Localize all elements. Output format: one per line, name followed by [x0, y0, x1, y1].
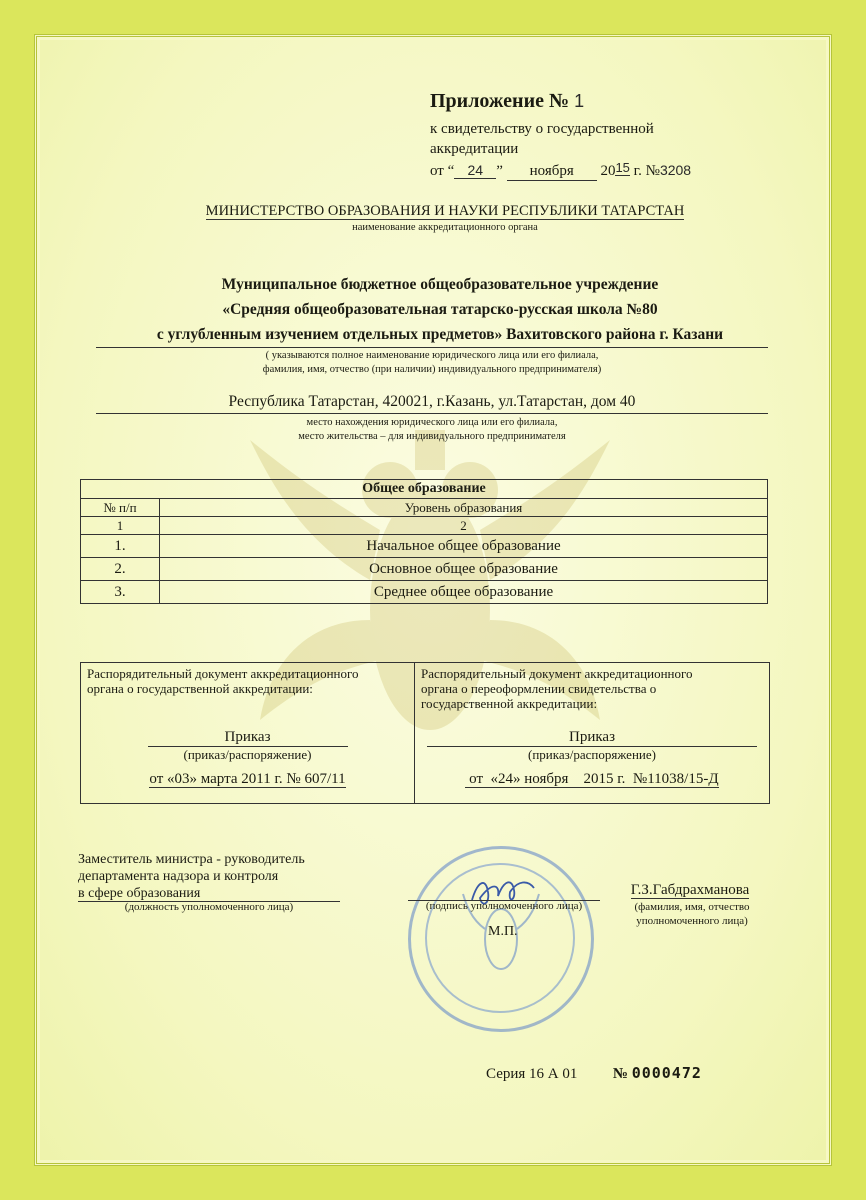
row-number: 2.	[81, 558, 160, 581]
organization-caption: ( указываются полное наименование юридического лица или его филиала, фамилия, имя, отчество (при наличии) индивидуального предпринимателя)	[262, 350, 602, 375]
serial-number: 0000472	[631, 1064, 702, 1082]
authority-caption: наименование аккредитационного органа	[352, 222, 538, 233]
left-doc-heading: Распорядительный документ аккредитационного органа о государственной аккредитации:	[87, 666, 359, 696]
serial-number-label: №	[612, 1066, 628, 1082]
organization-line-1: Муниципальное бюджетное общеобразовательное учреждение	[221, 276, 659, 293]
certificate-number: 3208	[659, 162, 692, 178]
left-doc-caption: (приказ/распоряжение)	[183, 747, 312, 762]
date-day: 24	[454, 162, 496, 179]
date-day-close: ”	[496, 163, 503, 179]
education-table	[80, 479, 768, 604]
date-from-prefix: от “	[430, 163, 455, 179]
name-caption: (фамилия, имя, отчество уполномоченного лица)	[634, 901, 750, 927]
table-row	[81, 558, 768, 581]
date-year-suffix: 15	[615, 160, 630, 175]
education-table-title: Общее образование	[81, 480, 768, 499]
appendix-label: Приложение №	[430, 90, 570, 112]
administrative-documents-box	[80, 662, 770, 804]
address-caption: место нахождения юридического лица или его филиала, место жительства – для индивидуального предпринимателя	[298, 417, 566, 442]
authority-name: МИНИСТЕРСТВО ОБРАЗОВАНИЯ И НАУКИ РЕСПУБЛИКИ ТАТАРСТАН	[205, 203, 685, 219]
right-doc-caption: (приказ/распоряжение)	[528, 747, 656, 762]
organization-name	[90, 272, 790, 347]
appendix-number: 1	[574, 91, 585, 111]
right-doc-heading: Распорядительный документ аккредитационного органа о переоформлении свидетельства о государственной аккредитации:	[421, 666, 693, 711]
row-level: Среднее общее образование	[160, 581, 768, 604]
organization-underline	[96, 347, 768, 348]
date-month: ноября	[507, 163, 597, 181]
appendix-date-line	[430, 160, 691, 181]
date-year-prefix: 20	[600, 163, 616, 179]
signatory-name: Г.З.Габдрахманова	[630, 882, 750, 898]
right-doc-type: Приказ	[415, 729, 769, 747]
row-level: Начальное общее образование	[160, 535, 768, 558]
serial-series: Серия 16 А 01	[486, 1066, 578, 1082]
table-row	[81, 535, 768, 558]
row-number: 3.	[81, 581, 160, 604]
serial-line	[486, 1064, 702, 1083]
right-doc-date: от «24» ноября 2015 г. №11038/15-Д	[465, 771, 719, 787]
signature-caption: (подпись уполномоченного лица)	[425, 900, 583, 912]
organization-address: Республика Татарстан, 420021, г.Казань, ул.Татарстан, дом 40	[228, 393, 636, 410]
column-index-2: 2	[160, 517, 768, 535]
seal-label: М.П.	[488, 924, 518, 939]
organization-line-3: с углубленным изучением отдельных предметов» Вахитовского района г. Казани	[156, 326, 724, 343]
table-row	[81, 581, 768, 604]
column-header-level: Уровень образования	[160, 499, 768, 517]
appendix-line-1: к свидетельству о государственной	[430, 121, 654, 137]
appendix-subtitle	[430, 119, 654, 159]
appendix-title	[430, 90, 584, 113]
signatory-position: Заместитель министра - руководитель департамента надзора и контроля в сфере образования	[78, 852, 305, 901]
column-header-number: № п/п	[81, 499, 160, 517]
date-year-tail: г. №	[633, 163, 660, 179]
left-doc-type: Приказ	[81, 729, 414, 747]
appendix-line-2: аккредитации	[430, 141, 519, 157]
row-level: Основное общее образование	[160, 558, 768, 581]
column-index-1: 1	[81, 517, 160, 535]
address-underline	[96, 413, 768, 414]
left-doc-date: от «03» марта 2011 г. № 607/11	[149, 771, 346, 787]
organization-line-2: «Средняя общеобразовательная татарско-русская школа №80	[222, 301, 658, 318]
position-caption: (должность уполномоченного лица)	[124, 901, 294, 913]
row-number: 1.	[81, 535, 160, 558]
